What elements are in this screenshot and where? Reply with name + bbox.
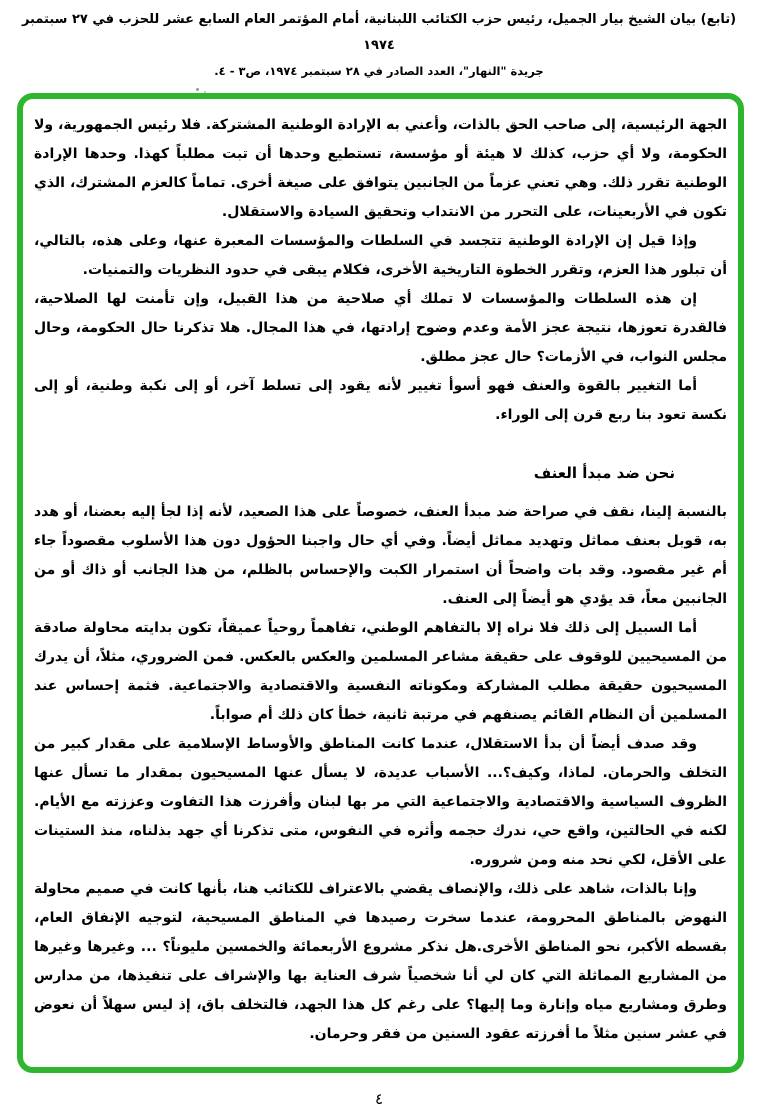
document-header [0, 0, 758, 78]
scan-speckle [196, 88, 199, 91]
paragraph: إن هذه السلطات والمؤسسات لا تملك أي صلاحية من هذا القبيل، وإن تأمنت لها الصلاحية، فالقدرة تعوزها، نتيجة عجز الأمة وعدم وضوح إرادتها، في هذا المجال. هلا تذكرنا حال الحكومة، وحال مجلس النواب، في الأزمات؟ حال عجز مطلق. [34, 291, 727, 365]
page-number: ٤ [374, 1090, 384, 1108]
header-title-line: (تابع) بيان الشيخ بيار الجميل، رئيس حزب الكتائب اللبنانية، أمام المؤتمر العام السابع عشر للحزب في ٢٧ سبتمبر [21, 12, 737, 27]
header-source-citation: جريدة "النهار"، العدد الصادر في ٢٨ سبتمبر ١٩٧٤، ص٣ - ٤. [214, 64, 544, 78]
paragraph: أما التغيير بالقوة والعنف فهو أسوأ تغيير لأنه يقود إلى تسلط آخر، أو إلى نكبة وطنية، أو إلى نكسة تعود بنا ربع قرن إلى الوراء. [34, 378, 727, 423]
section-heading: نحن ضد مبدأ العنف [533, 464, 675, 482]
paragraph: وإذا قيل إن الإرادة الوطنية تتجسد في السلطات والمؤسسات المعبرة عنها، وعلى هذه، بالتالي، أن تبلور هذا العزم، وتقرر الخطوة التاريخية الأخرى، فكلام يبقى في حدود النظريات والتمنيات. [34, 233, 727, 278]
paragraph: وقد صدف أيضاً أن بدأ الاستقلال، عندما كانت المناطق والأوساط الإسلامية على مقدار كبير من التخلف والحرمان. لماذا، وكيف؟... الأسباب عديدة، لا يسأل عنها المسيحيون بمقدار ما تسأل عنها الظروف السياسية والاقتصادية والاجتماعية التي مر بها لبنان وأفرزت هذا التفاوت وعززته مع الأيام. لكنه في الحالتين، واقع حي، ندرك حجمه وأثره في النفوس، متى تذكرنا أي جهد بذلناه، منذ الستينات على الأقل، لكي نحد منه ومن شروره. [34, 736, 727, 868]
paragraph: وإنا بالذات، شاهد على ذلك، والإنصاف يقضي بالاعتراف للكتائب هنا، بأنها كانت في صميم محاولة النهوض بالمناطق المحرومة، عندما سخرت رصيدها في المناطق المسيحية، لتوجيه الإنفاق العام، بقسطه الأكبر، نحو المناطق الأخرى.هل نذكر مشروع الأربعمائة والخمسين مليوناً؟ ... وغيرها وغيرها من المشاريع المماثلة التي كان لي أنا شخصياً شرف العناية بها والإشراف على تنفيذها، من مدارس وطرق ومشاريع مياه وإنارة وما إليها؟ على رغم كل هذا الجهد، فالتخلف باق، إذ ليس سهلاً أن نعوض في عشر سنين مثلاً ما أفرزته عقود السنين من فقر وحرمان. [34, 881, 727, 1042]
paragraph: الجهة الرئيسية، إلى صاحب الحق بالذات، وأعني به الإرادة الوطنية المشتركة. فلا رئيس الجمهورية، ولا الحكومة، ولا أي حزب، كذلك لا هيئة أو مؤسسة، تستطيع وحدها أن تبت مطلباً كهذا. وحدها الإرادة الوطنية تقرر ذلك. وهي تعني عزماً من الجانبين يتوافق على صيغة أخرى. تماماً كالعزم المشترك، الذي تكون في الأربعينات، على التحرر من الانتداب وتحقيق السيادة والاستقلال. [34, 117, 727, 220]
paragraph: أما السبيل إلى ذلك فلا نراه إلا بالتفاهم الوطني، تفاهماً روحياً عميقاً، تكون بدايته محاولة صادقة من المسيحيين للوقوف على حقيقة مشاعر المسلمين والعكس بالعكس. فمن الضروري، مثلاً، أن يدرك المسيحيون حقيقة مطلب المشاركة ومكوناته النفسية والاقتصادية والاجتماعية. فثمة إحساس عند المسلمين أن النظام القائم يصنفهم في مرتبة ثانية، خطأ كان ذلك أم صواباً. [34, 620, 727, 723]
highlighted-text-box [17, 93, 744, 1073]
paragraph: بالنسبة إلينا، نقف في صراحة ضد مبدأ العنف، خصوصاً على هذا الصعيد، لأنه إذا لجأ إليه بعضنا، أو هدد به، قوبل بعنف مماثل وتهديد مماثل أيضاً. وفي أي حال واجبنا الحؤول دون هذا الأسلوب مقصوداً جاء أم غير مقصود. وقد بات واضحاً أن استمرار الكبت والإحساس بالظلم، من هذا الجانب أو ذاك أو من الجانبين معاً، قد يؤدي هو أيضاً إلى العنف. [34, 504, 727, 607]
header-year: ١٩٧٤ [363, 38, 395, 53]
